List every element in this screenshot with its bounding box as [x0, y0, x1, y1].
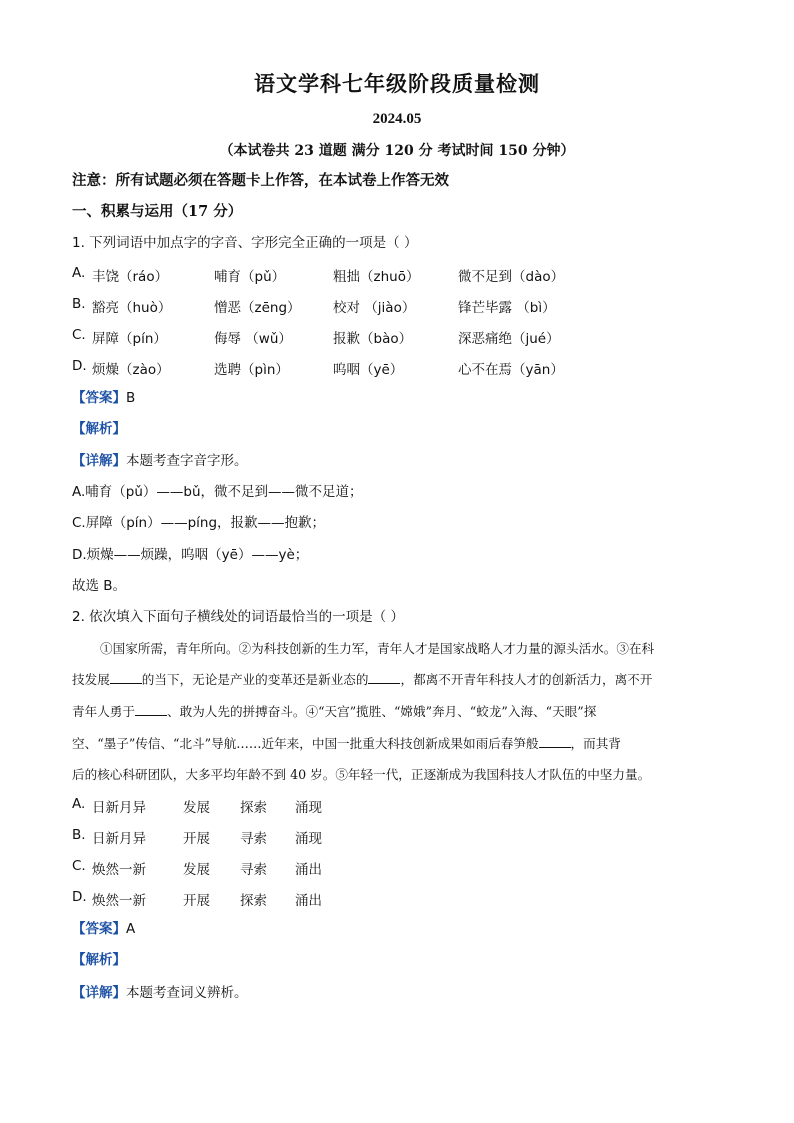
option-item: 锋芒毕露 （bì）	[458, 300, 556, 316]
answer-value: B	[126, 390, 136, 406]
option-item: 丰饶（ráo）	[92, 269, 169, 285]
option-item: 涌现	[295, 831, 322, 847]
option-letter: A.	[72, 265, 86, 281]
q1-stem: 1. 下列词语中加点字的字音、字形完全正确的一项是（ ）	[72, 235, 418, 251]
option-item: 开展	[183, 831, 210, 847]
q1-analysis	[72, 420, 126, 438]
option-item: 豁亮（huò）	[92, 300, 172, 316]
exam-info: （本试卷共 23 道题 满分 120 分 考试时间 150 分钟）	[219, 143, 575, 159]
detail-text: 本题考查词义辨析。	[126, 985, 248, 1001]
option-item: 粗拙（zhuō）	[333, 269, 420, 285]
answer-tag: 【答案】	[72, 921, 126, 937]
option-item: 发展	[183, 800, 210, 816]
option-item: 报歉（bào）	[333, 331, 413, 347]
q1-note: 故选 B。	[72, 578, 127, 594]
option-item: 寻索	[240, 831, 267, 847]
q2-analysis	[72, 951, 126, 969]
fill-blank	[368, 671, 400, 684]
analysis-tag: 【解析】	[72, 421, 126, 437]
option-item: 发展	[183, 862, 210, 878]
passage-line: 后的核心科研团队，大多平均年龄不到 40 岁。⑤年轻一代，正逐渐成为我国科技人才队伍的中坚力量。	[72, 767, 651, 782]
fill-blank	[110, 671, 142, 684]
q1-note: D.烦燥——烦躁，呜咽（yē）——yè；	[72, 547, 309, 563]
option-item: 涌现	[295, 800, 322, 816]
option-letter: C.	[72, 858, 86, 874]
option-item: 焕然一新	[92, 862, 146, 878]
section-title: 一、积累与运用（17 分）	[72, 203, 243, 220]
q1-note: C.屏障（pín）——píng，报歉——抱歉；	[72, 515, 326, 531]
option-letter: A.	[72, 796, 86, 812]
q2-detail	[72, 984, 248, 1002]
option-item: 校对 （jiào）	[333, 300, 416, 316]
q2-stem: 2. 依次填入下面句子横线处的词语最恰当的一项是（ ）	[72, 609, 404, 625]
option-item: 日新月异	[92, 800, 146, 816]
passage-line: ①国家所需，青年所向。②为科技创新的生力军，青年人才是国家战略人才力量的源头活水。③在科	[100, 641, 655, 656]
option-item: 烦燥（zào）	[92, 362, 170, 378]
q1-detail	[72, 452, 248, 470]
option-letter: D.	[72, 358, 87, 374]
fill-blank	[135, 703, 167, 716]
answer-value: A	[126, 921, 136, 937]
option-item: 心不在焉（yān）	[458, 362, 564, 378]
analysis-tag: 【解析】	[72, 952, 126, 968]
option-letter: B.	[72, 296, 86, 312]
option-item: 憎恶（zēng）	[214, 300, 301, 316]
option-item: 涌出	[295, 893, 322, 909]
detail-tag: 【详解】	[72, 985, 126, 1001]
option-letter: C.	[72, 327, 86, 343]
option-item: 深恶痛绝（jué）	[458, 331, 560, 347]
option-item: 选聘（pìn）	[214, 362, 289, 378]
passage-line: 空、“墨子”传信、“北斗”导航……近年来，中国一批重大科技创新成果如雨后春笋般 ，而其背	[72, 736, 621, 751]
q1-answer	[72, 389, 135, 407]
option-item: 呜咽（yē）	[333, 362, 404, 378]
q1-note: A.哺育（pǔ）——bǔ，微不足到——微不足道；	[72, 484, 363, 500]
fill-blank	[539, 735, 571, 748]
passage-line: 技发展 的当下，无论是产业的变革还是新业态的 ，都离不开青年科技人才的创新活力，离不开	[72, 672, 653, 687]
option-letter: B.	[72, 827, 86, 843]
option-item: 哺育（pǔ）	[214, 269, 286, 285]
option-item: 焕然一新	[92, 893, 146, 909]
notice: 注意：所有试题必须在答题卡上作答，在本试卷上作答无效	[72, 172, 449, 189]
detail-tag: 【详解】	[72, 453, 126, 469]
detail-text: 本题考查字音字形。	[126, 453, 248, 469]
option-letter: D.	[72, 889, 87, 905]
page-title: 语文学科七年级阶段质量检测	[254, 71, 540, 96]
option-item: 寻索	[240, 862, 267, 878]
answer-tag: 【答案】	[72, 390, 126, 406]
q2-answer	[72, 920, 135, 938]
passage-line: 青年人勇于 、敢为人先的拼搏奋斗。④“天宫”揽胜、“嫦娥”奔月、“蛟龙”入海、“天眼”探	[72, 704, 597, 719]
option-item: 探索	[240, 893, 267, 909]
option-item: 屏障（pín）	[92, 331, 167, 347]
option-item: 微不足到（dào）	[458, 269, 565, 285]
option-item: 日新月异	[92, 831, 146, 847]
option-item: 开展	[183, 893, 210, 909]
option-item: 涌出	[295, 862, 322, 878]
option-item: 侮辱 （wǔ）	[214, 331, 292, 347]
option-item: 探索	[240, 800, 267, 816]
exam-date: 2024.05	[372, 111, 422, 127]
